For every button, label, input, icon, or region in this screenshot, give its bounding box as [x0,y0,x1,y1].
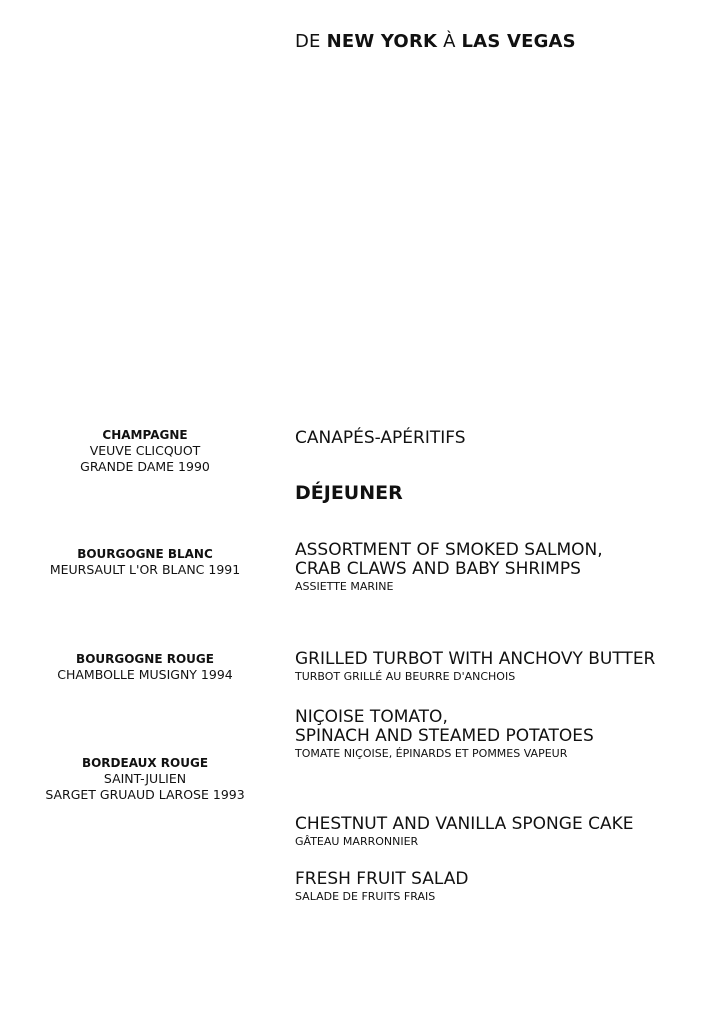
wine-name: BOURGOGNE BLANC [77,547,213,561]
dish-side-vegetables [295,708,594,761]
dish-name-french: TOMATE NIÇOISE, ÉPINARDS ET POMMES VAPEUR [295,747,568,760]
route-destination: LAS VEGAS [461,31,576,52]
menu-route-title [295,31,576,52]
wine-champagne [0,427,290,475]
meal-title: DÉJEUNER [295,482,403,504]
dish-starter [295,541,603,594]
dish-name: CRAB CLAWS AND BABY SHRIMPS [295,559,581,579]
dish-name: NIÇOISE TOMATO, [295,707,448,727]
route-origin: NEW YORK [326,31,438,52]
dish-dessert-fruit [295,870,468,904]
wine-name: CHAMPAGNE [102,428,188,442]
dish-name: ASSORTMENT OF SMOKED SALMON, [295,540,603,560]
wine-detail: GRANDE DAME 1990 [80,459,210,474]
dish-name-french: ASSIETTE MARINE [295,580,394,593]
wine-detail: MEURSAULT L'OR BLANC 1991 [49,562,241,577]
dish-name-french: GÂTEAU MARRONNIER [295,835,419,848]
dish-name: SPINACH AND STEAMED POTATOES [295,726,594,746]
wine-name: BORDEAUX ROUGE [81,756,209,770]
wine-detail: CHAMBOLLE MUSIGNY 1994 [57,667,233,682]
dish-name: GRILLED TURBOT WITH ANCHOVY BUTTER [295,649,656,669]
wine-detail: VEUVE CLICQUOT [89,443,201,458]
canapes-heading: CANAPÉS-APÉRITIFS [295,428,466,448]
dish-dessert-cake [295,815,633,849]
route-prefix: DE [295,31,321,52]
dish-main-turbot [295,650,655,684]
dish-name-french: SALADE DE FRUITS FRAIS [295,890,436,903]
wine-detail: SAINT-JULIEN [103,771,187,786]
route-connector: À [443,31,456,52]
dish-name-french: TURBOT GRILLÉ AU BEURRE D'ANCHOIS [295,670,516,683]
wine-bourgogne-blanc [0,546,290,578]
wine-name: BOURGOGNE ROUGE [76,652,214,666]
wine-bordeaux-rouge [0,755,290,803]
wine-detail: SARGET GRUAUD LAROSE 1993 [45,787,245,802]
dish-name: CHESTNUT AND VANILLA SPONGE CAKE [295,814,634,834]
wine-bourgogne-rouge [0,651,290,683]
dish-name: FRESH FRUIT SALAD [295,869,469,889]
